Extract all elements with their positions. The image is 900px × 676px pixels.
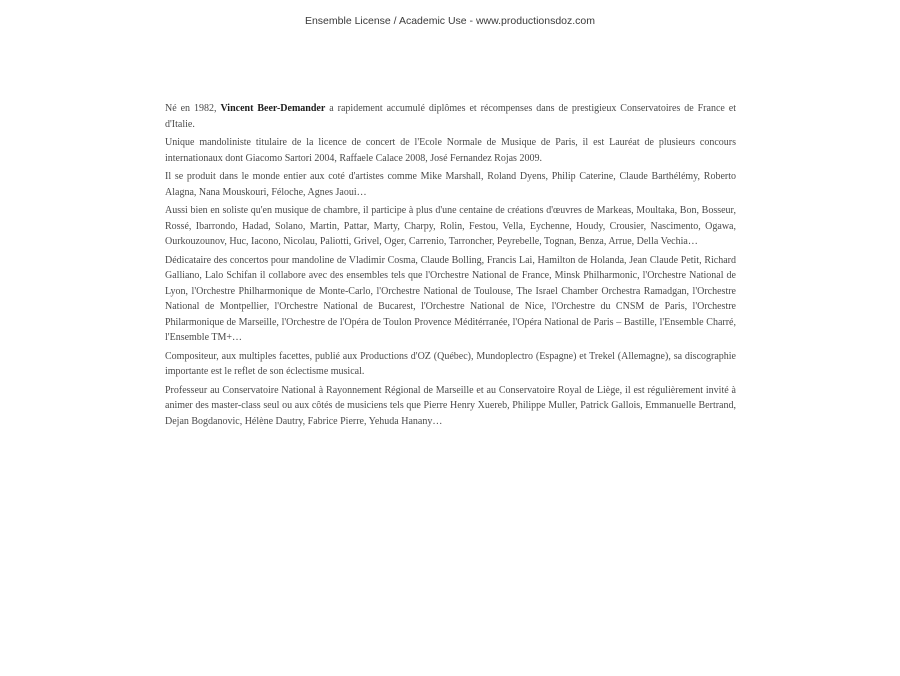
bio-paragraph-6: Compositeur, aux multiples facettes, publié aux Productions d'OZ (Québec), Mundoplectro (Espagne) et Trekel (Allemagne), sa discographie importante est le reflet de son éclectisme musical.	[165, 350, 736, 377]
bio-paragraph-7: Professeur au Conservatoire National à Rayonnement Régional de Marseille et au Conservatoire Royal de Liège, il est régulièrement invité à animer des master-class seul ou aux côtés de musiciens tels que Pierre Henry Xuereb, Philippe Muller, Patrick Gallois, Emmanuelle Bertrand, Dejan Bogdanovic, Hélène Dautry, Fabrice Pierre, Yehuda Hanany…	[165, 384, 736, 427]
bio-paragraph-5: Dédicataire des concertos pour mandoline de Vladimir Cosma, Claude Bolling, Francis Lai, Hamilton de Holanda, Jean Claude Petit, Richard Galliano, Lalo Schifan il collabore avec des ensembles tels que l'Orchestre National de France, Minsk Philharmonic, l'Orchestre National de Lyon, l'Orchestre Philharmonique de Monte-Carlo, l'Orchestre National de Toulouse, The Israel Chamber Orchestra Ramadgan, l'Orchestre National de Montpellier, l'Orchestre National de Bucarest, l'Orchestre National de Nice, l'Orchestre du CNSM de Paris, l'Orchestre Philarmonique de Marseille, l'Orchestre de l'Opéra de Toulon Provence Méditérranée, l'Opéra National de Paris – Bastille, l'Ensemble Charré, l'Ensemble TM+…	[165, 254, 736, 343]
page-header: Ensemble License / Academic Use - www.productionsdoz.com	[304, 15, 596, 27]
bio-intro: Né en 1982,	[165, 103, 221, 114]
bio-paragraph-1	[165, 101, 736, 132]
artist-name: Vincent Beer-Demander	[220, 103, 326, 114]
bio-intro-rest: a rapidement accumulé diplômes et récompenses dans de prestigieux Conservatoires de France et d'Italie.	[165, 103, 736, 130]
bio-paragraph-3: Il se produit dans le monde entier aux coté d'artistes comme Mike Marshall, Roland Dyens, Philip Caterine, Claude Barthélémy, Roberto Alagna, Nana Mouskouri, Féloche, Agnes Jaoui…	[165, 171, 736, 198]
biography	[165, 101, 736, 432]
bio-paragraph-2: Unique mandoliniste titulaire de la licence de concert de l'Ecole Normale de Musique de Paris, il est Lauréat de plusieurs concours internationaux dont Giacomo Sartori 2004, Raffaele Calace 2008, José Fernandez Rojas 2009.	[165, 137, 736, 164]
bio-paragraph-4: Aussi bien en soliste qu'en musique de chambre, il participe à plus d'une centaine de créations d'œuvres de Markeas, Moultaka, Bon, Bosseur, Rossé, Ibarrondo, Hadad, Solano, Martin, Pattar, Marty, Charpy, Rolin, Festou, Vella, Eychenne, Houdy, Crousier, Nascimento, Ogawa, Ourkouzounov, Huc, Iacono, Nicolau, Paliotti, Grivel, Oger, Carrenio, Tarroncher, Peyrebelle, Tognan, Benza, Arrue, Della Vechia…	[165, 205, 736, 247]
